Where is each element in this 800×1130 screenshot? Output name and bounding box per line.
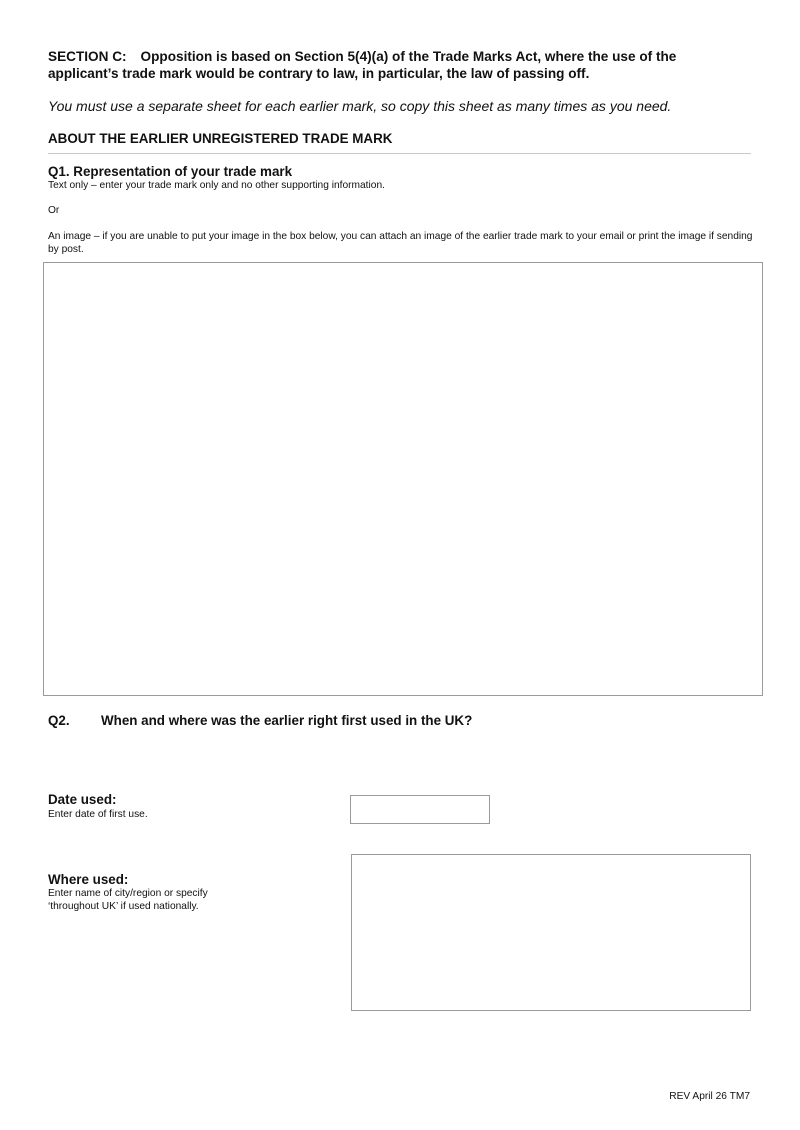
about-heading: ABOUT THE EARLIER UNREGISTERED TRADE MARK	[48, 131, 393, 146]
section-label: SECTION C:	[48, 49, 127, 64]
section-text: Opposition is based on Section 5(4)(a) of the Trade Marks Act, where the use of the applicant’s trade mark would be contrary to law, in particular, the law of passing off.	[48, 49, 677, 81]
trade-mark-representation-box[interactable]	[43, 262, 763, 696]
where-used-input[interactable]	[351, 854, 751, 1011]
separate-sheet-note: You must use a separate sheet for each earlier mark, so copy this sheet as many times as you need.	[48, 98, 672, 114]
where-used-label: Where used:	[48, 872, 129, 887]
q1-title: Q1. Representation of your trade mark	[48, 164, 293, 179]
q1-image-help: An image – if you are unable to put your image in the box below, you can attach an image of the earlier trade mark to your email or print the image if sending by post.	[48, 231, 753, 255]
q2-question: When and where was the earlier right first used in the UK?	[101, 713, 473, 728]
divider	[48, 153, 751, 154]
date-used-input[interactable]	[350, 795, 490, 824]
date-used-help: Enter date of first use.	[48, 809, 148, 820]
footer-revision: REV April 26 TM7	[669, 1091, 750, 1102]
q1-text-only-help: Text only – enter your trade mark only and no other supporting information.	[48, 180, 385, 191]
date-used-label: Date used:	[48, 792, 117, 807]
q1-or: Or	[48, 205, 60, 216]
section-heading	[48, 48, 728, 82]
where-used-help: Enter name of city/region or specify ‘throughout UK’ if used nationally.	[48, 888, 208, 912]
q2-number: Q2.	[48, 713, 70, 728]
